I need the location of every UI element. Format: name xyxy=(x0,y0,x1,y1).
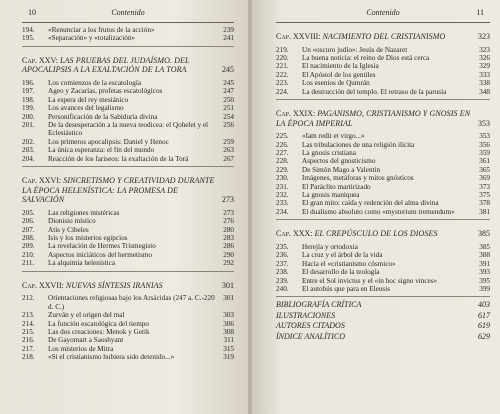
toc-entry xyxy=(22,217,234,225)
entry-number: 214. xyxy=(22,319,35,328)
back-matter-title: AUTORES CITADOS xyxy=(276,321,345,331)
entry-number: 224. xyxy=(276,87,289,96)
chapter-title-block xyxy=(22,281,216,291)
back-matter-entry xyxy=(276,300,490,310)
toc-entry xyxy=(276,132,490,140)
chapter-entries xyxy=(22,79,234,163)
right-chapters xyxy=(276,32,490,293)
entry-title: La destrucción del templo. El retraso de la parusía xyxy=(302,87,447,96)
entry-title: Las religiones mistéricas xyxy=(48,208,120,217)
toc-entry xyxy=(22,96,234,104)
entry-number: 208. xyxy=(22,234,35,243)
entry-page: 290 xyxy=(223,250,234,259)
entry-page: 369 xyxy=(479,174,490,183)
entry-page: 326 xyxy=(479,54,490,62)
toc-entry xyxy=(276,54,490,62)
toc-entry xyxy=(22,311,234,319)
entry-page: 315 xyxy=(223,344,234,353)
entry-page: 395 xyxy=(479,276,490,285)
entry-number: 209. xyxy=(22,242,35,251)
chapter-label: Cap. XXVI: xyxy=(22,176,62,186)
chapter-label: Cap. XXVIII: xyxy=(276,32,321,41)
chapter-page: 245 xyxy=(222,65,234,75)
entry-page: 373 xyxy=(479,182,490,191)
toc-entry xyxy=(22,79,234,87)
toc-entry xyxy=(276,62,490,70)
entry-number: 225. xyxy=(276,132,289,141)
entry-number: 236. xyxy=(276,251,289,260)
entry-page: 329 xyxy=(479,62,490,71)
entry-number: 217. xyxy=(22,344,35,353)
entry-page: 365 xyxy=(479,165,490,174)
entry-title: Dionisio místico xyxy=(48,217,96,226)
chapter-title: NUEVAS SÍNTESIS IRANIAS xyxy=(65,280,163,290)
chapter-title: EL CREPÚSCULO DE LOS DIOSES xyxy=(314,229,438,239)
entry-title: El desarrollo de la teología xyxy=(302,268,380,277)
entry-page: 378 xyxy=(479,199,490,208)
entry-page: 308 xyxy=(223,327,234,336)
entry-page: 250 xyxy=(223,95,234,104)
entry-title: Atis y Cibeles xyxy=(48,225,89,234)
entry-page: 311 xyxy=(223,336,234,345)
entry-title: De la desesperación a la nueva teodicea: el Qohelet y el Eclesiástico xyxy=(48,121,209,138)
toc-entry xyxy=(276,183,490,191)
chapter-divider xyxy=(22,271,234,272)
entry-number: 218. xyxy=(22,353,35,362)
entry-number: 207. xyxy=(22,225,35,234)
toc-entry xyxy=(22,328,234,336)
entry-page: 399 xyxy=(479,284,490,293)
entry-title: «Renunciar a los frutos de la acción» xyxy=(48,26,155,34)
toc-entry xyxy=(22,251,234,259)
entry-number: 200. xyxy=(22,112,35,121)
entry-number: 212. xyxy=(22,294,35,303)
toc-entry xyxy=(276,277,490,285)
entry-title: Zurván y el origen del mal xyxy=(48,311,125,320)
entry-number: 232. xyxy=(276,191,289,200)
entry-title: Entre el Sol invictus y el «in hoc signo vinces» xyxy=(302,276,438,285)
chapter-divider xyxy=(22,166,234,167)
entry-number: 196. xyxy=(22,79,35,87)
entry-title: Los esenios de Qumrán xyxy=(302,79,370,88)
entry-page: 375 xyxy=(479,191,490,200)
toc-entry xyxy=(276,199,490,207)
toc-entry xyxy=(276,71,490,79)
entry-page: 259 xyxy=(223,137,234,146)
back-matter-page: 617 xyxy=(478,310,490,320)
chapter-entries xyxy=(22,209,234,268)
right-page-number: 11 xyxy=(476,8,484,17)
entry-page: 247 xyxy=(223,87,234,96)
toc-entry xyxy=(276,79,490,87)
entry-number: 204. xyxy=(22,154,35,163)
chapter-entries xyxy=(22,294,234,361)
entry-page: 251 xyxy=(223,104,234,113)
chapter-label: Cap. XXV: xyxy=(22,55,58,65)
header-rule xyxy=(22,22,234,23)
chapter-heading xyxy=(22,281,234,291)
toc-entry xyxy=(22,155,234,163)
toc-entry xyxy=(22,87,234,95)
entry-number: 235. xyxy=(276,242,289,251)
entry-title: Aspectos del gnosticismo xyxy=(302,157,376,166)
entry-page: 323 xyxy=(479,45,490,54)
chapter-title: PAGANISMO, CRISTIANISMO Y GNOSIS EN LA ÉPOCA IMPERIAL xyxy=(276,109,471,128)
chapter-heading xyxy=(276,229,490,239)
entry-number: 211. xyxy=(22,259,35,268)
entry-number: 205. xyxy=(22,208,35,217)
entry-title: El gran mito: caída y redención del alma divina xyxy=(302,199,439,208)
entry-number: 221. xyxy=(276,62,289,71)
chapter-label: Cap. XXX: xyxy=(276,229,313,239)
entry-number: 226. xyxy=(276,140,289,149)
chapter-page: 353 xyxy=(478,118,490,128)
toc-entry xyxy=(22,104,234,112)
toc-entry xyxy=(22,113,234,121)
entry-page: 388 xyxy=(479,251,490,260)
toc-entry xyxy=(276,243,490,251)
toc-entry xyxy=(22,345,234,353)
entry-title: El Paráclito martirizado xyxy=(302,182,371,191)
entry-page: 385 xyxy=(479,242,490,251)
chapter-page: 385 xyxy=(478,229,490,239)
back-matter-page: 403 xyxy=(478,300,490,310)
entry-title: Las dos creaciones: Menok y Getik xyxy=(48,327,150,336)
entry-title: Reacción de los fariseos: la exaltación de la Torá xyxy=(48,154,189,163)
chapter-title: SINCRETISMO Y CREATIVIDAD DURANTE LA ÉPOCA HELENÍSTICA: LA PROMESA DE SALVACIÓN xyxy=(22,176,215,205)
entry-page: 353 xyxy=(479,132,490,141)
entry-title: Imágenes, metáforas y mitos gnósticos xyxy=(302,174,414,183)
entry-number: 203. xyxy=(22,146,35,155)
entry-title: La gnosis cristiana xyxy=(302,149,356,158)
entry-page: 239 xyxy=(223,26,234,34)
entry-title: «Si el cristianismo hubiera sido detenido...» xyxy=(48,353,175,362)
entry-number: 198. xyxy=(22,95,35,104)
entry-number: 210. xyxy=(22,250,35,259)
right-page xyxy=(252,0,500,414)
entry-number: 215. xyxy=(22,327,35,336)
toc-entry xyxy=(22,234,234,242)
toc-entry xyxy=(22,242,234,250)
entry-page: 356 xyxy=(479,140,490,149)
entry-page: 263 xyxy=(223,146,234,155)
entry-title: Los avances del legalismo xyxy=(48,104,124,113)
toc-entry xyxy=(22,294,234,311)
entry-page: 273 xyxy=(223,208,234,217)
chapter-divider xyxy=(276,219,490,220)
chapter-title-block xyxy=(276,229,472,239)
entry-title: La única esperanza: el fin del mundo xyxy=(48,146,155,155)
entry-number: 238. xyxy=(276,268,289,277)
back-matter-title: ILUSTRACIONES xyxy=(276,310,336,320)
left-top-items xyxy=(22,26,234,43)
entry-page: 254 xyxy=(223,112,234,121)
toc-entry xyxy=(276,46,490,54)
toc-entry xyxy=(276,174,490,182)
entry-number: 216. xyxy=(22,336,35,345)
entry-title: Aspectos iniciáticos del hermetismo xyxy=(48,250,152,259)
toc-entry xyxy=(276,166,490,174)
entry-page: 319 xyxy=(223,353,234,362)
right-page-header xyxy=(276,4,490,22)
entry-title: La espera del rey mesiánico xyxy=(48,95,129,104)
chapter-entries xyxy=(276,243,490,293)
chapter-entries xyxy=(276,132,490,216)
entry-title: Isis y los misterios egipcios xyxy=(48,234,128,243)
chapter-heading xyxy=(276,109,490,128)
entry-number: 234. xyxy=(276,207,289,216)
entry-page: 381 xyxy=(479,207,490,216)
entry-title: Los misterios de Mitra xyxy=(48,344,114,353)
entry-number: 202. xyxy=(22,137,35,146)
entry-page: 267 xyxy=(223,154,234,163)
chapter-title-block xyxy=(276,109,472,128)
back-matter-list xyxy=(276,300,490,342)
entry-number: 233. xyxy=(276,199,289,208)
entry-title: El autobús que para en Eleusis xyxy=(302,284,391,293)
back-matter-entry xyxy=(276,332,490,342)
chapter-divider xyxy=(22,46,234,47)
toc-entry xyxy=(276,149,490,157)
toc-entry xyxy=(22,26,234,34)
toc-entry xyxy=(22,146,234,154)
chapter-heading xyxy=(22,56,234,75)
entry-title: La revelación de Hermes Trismegisto xyxy=(48,242,156,251)
entry-number: 240. xyxy=(276,284,289,293)
toc-entry xyxy=(22,336,234,344)
back-matter-page: 619 xyxy=(478,321,490,331)
toc-entry xyxy=(22,353,234,361)
entry-title: De Simón Mago a Valentín xyxy=(302,165,381,174)
back-matter-divider xyxy=(276,296,490,297)
toc-entry xyxy=(276,141,490,149)
toc-entry xyxy=(276,268,490,276)
header-rule xyxy=(276,22,490,23)
entry-page: 301 xyxy=(223,294,234,303)
toc-entry xyxy=(276,251,490,259)
entry-number: 194. xyxy=(22,26,35,34)
entry-title: La cruz y el árbol de la vida xyxy=(302,251,383,260)
entry-number: 227. xyxy=(276,149,289,158)
entry-title: El dualismo absoluto como «mysterium tremendum» xyxy=(302,207,455,216)
entry-page: 333 xyxy=(479,70,490,79)
entry-page: 283 xyxy=(223,234,234,243)
back-matter-page: 629 xyxy=(478,331,490,341)
chapter-title-block xyxy=(22,56,216,75)
back-matter-title: BIBLIOGRAFÍA CRÍTICA xyxy=(276,300,362,310)
toc-entry xyxy=(22,259,234,267)
toc-entry xyxy=(276,157,490,165)
entry-page: 256 xyxy=(223,121,234,130)
entry-page: 338 xyxy=(479,79,490,88)
chapter-heading xyxy=(22,176,234,205)
entry-page: 306 xyxy=(223,319,234,328)
back-matter-title: ÍNDICE ANALÍTICO xyxy=(276,331,345,341)
entry-page: 292 xyxy=(223,259,234,268)
back-matter-entry xyxy=(276,311,490,321)
entry-number: 229. xyxy=(276,165,289,174)
chapter-title: LAS PRUEBAS DEL JUDAÍSMO. DEL APOCALIPSIS A LA EXALTACIÓN DE LA TORA xyxy=(22,55,190,75)
entry-title: Hacia el «cristianismo cósmico» xyxy=(302,259,396,268)
right-running-title: Contenido xyxy=(366,8,400,17)
entry-page: 276 xyxy=(223,217,234,226)
entry-number: 219. xyxy=(276,45,289,54)
entry-title: Ageo y Zacarías, profetas escatológicos xyxy=(48,87,163,96)
entry-number: 201. xyxy=(22,121,35,130)
entry-title: La alquimia helenística xyxy=(48,259,116,268)
entry-title: Orientaciones religiosas bajo los Arsácidas (247 a. C.-220 d. C.) xyxy=(48,294,215,311)
entry-title: Los comienzos de la escatología xyxy=(48,79,142,87)
entry-number: 223. xyxy=(276,79,289,88)
chapter-heading xyxy=(276,32,490,42)
chapter-divider xyxy=(276,99,490,100)
toc-entry xyxy=(22,138,234,146)
toc-entry xyxy=(22,226,234,234)
entry-page: 286 xyxy=(223,242,234,251)
entry-title: Herejía y ortodoxia xyxy=(302,242,358,251)
entry-number: 197. xyxy=(22,87,35,96)
entry-page: 393 xyxy=(479,268,490,277)
entry-number: 220. xyxy=(276,54,289,62)
entry-number: 231. xyxy=(276,182,289,191)
entry-title: «Iam redit et virgo...» xyxy=(302,132,365,141)
entry-page: 359 xyxy=(479,149,490,158)
entry-title: El nacimiento de la Iglesia xyxy=(302,62,379,71)
toc-entry xyxy=(276,285,490,293)
toc-entry xyxy=(22,320,234,328)
entry-number: 237. xyxy=(276,259,289,268)
chapter-label: Cap. XXVII: xyxy=(22,280,64,290)
entry-number: 195. xyxy=(22,34,35,43)
toc-entry xyxy=(276,208,490,216)
toc-entry xyxy=(22,34,234,42)
chapter-label: Cap. XXIX: xyxy=(276,109,316,119)
left-page xyxy=(0,0,248,414)
left-page-number: 10 xyxy=(28,8,36,17)
back-matter-entry xyxy=(276,321,490,331)
entry-title: La buena noticia: el reino de Dios está cerca xyxy=(302,54,430,62)
entry-number: 206. xyxy=(22,217,35,226)
chapter-title-block xyxy=(276,32,472,42)
entry-title: El Apóstol de los gentiles xyxy=(302,70,376,79)
left-running-title: Contenido xyxy=(111,8,145,17)
chapter-page: 301 xyxy=(222,280,234,290)
entry-page: 280 xyxy=(223,225,234,234)
entry-title: La gnosis maniquea xyxy=(302,191,360,200)
entry-title: Las tribulaciones de una religión ilícita xyxy=(302,140,415,149)
entry-page: 348 xyxy=(479,87,490,96)
toc-entry xyxy=(276,191,490,199)
chapter-page: 323 xyxy=(478,32,490,41)
entry-number: 222. xyxy=(276,70,289,79)
entry-title: De Gayomart a Saoshyant xyxy=(48,336,124,345)
toc-entry xyxy=(276,88,490,96)
entry-page: 391 xyxy=(479,259,490,268)
entry-title: Personificación de la Sabiduría divina xyxy=(48,112,158,121)
entry-page: 245 xyxy=(223,79,234,87)
entry-number: 228. xyxy=(276,157,289,166)
left-page-header xyxy=(22,4,234,22)
entry-number: 230. xyxy=(276,174,289,183)
entry-title: Los primeros apocalipsis: Daniel y Henoc xyxy=(48,137,169,146)
chapter-page: 273 xyxy=(222,195,234,205)
chapter-title: NACIMIENTO DEL CRISTIANISMO xyxy=(322,32,446,41)
chapter-title-block xyxy=(22,176,216,205)
entry-title: La función escatológica del tiempo xyxy=(48,319,149,328)
toc-entry xyxy=(276,260,490,268)
entry-page: 241 xyxy=(223,34,234,43)
entry-number: 213. xyxy=(22,311,35,320)
chapter-entries xyxy=(276,46,490,96)
entry-number: 199. xyxy=(22,104,35,113)
entry-page: 303 xyxy=(223,311,234,320)
toc-entry xyxy=(22,209,234,217)
toc-entry xyxy=(22,121,234,138)
entry-number: 239. xyxy=(276,276,289,285)
left-chapters xyxy=(22,56,234,362)
entry-page: 361 xyxy=(479,157,490,166)
entry-title: Un «oscuro judío»: Jesús de Nazaret xyxy=(302,45,408,54)
entry-title: «Separación» y «totalización» xyxy=(48,34,136,43)
